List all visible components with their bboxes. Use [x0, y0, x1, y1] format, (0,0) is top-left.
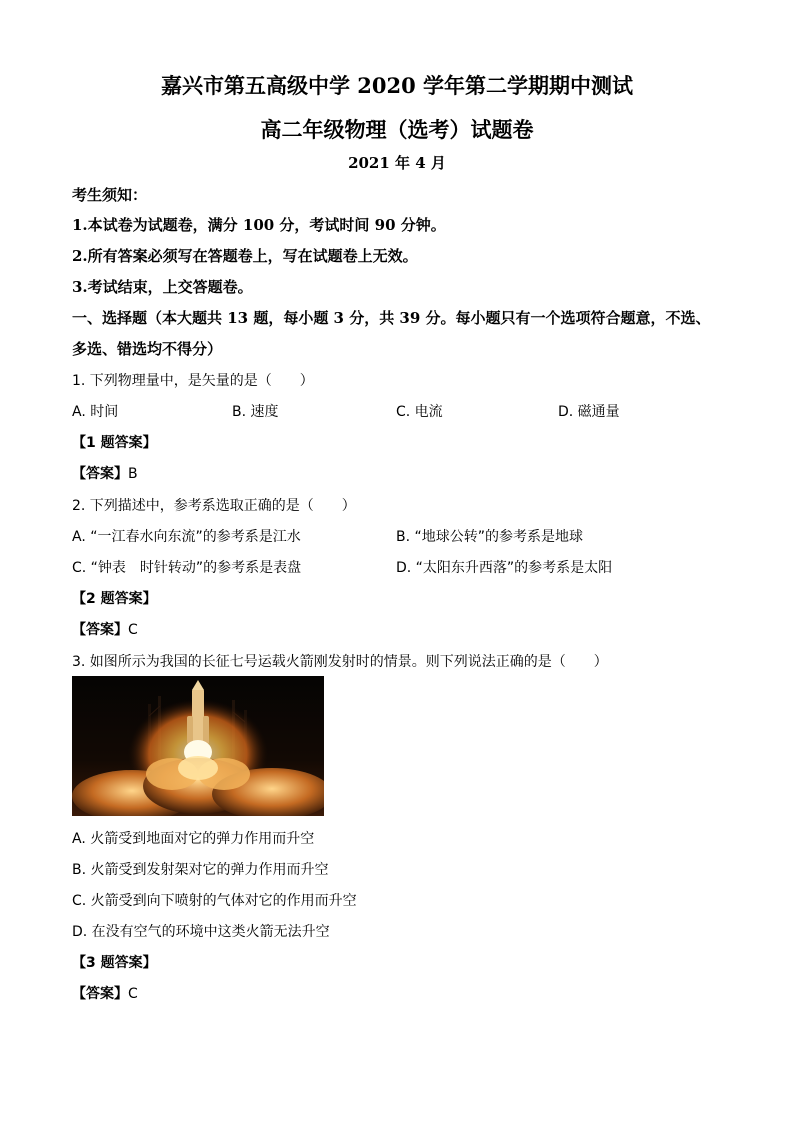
- answer-value: B: [128, 466, 138, 482]
- option-b: B. 速度: [232, 404, 279, 420]
- question-stem: 2. 下列描述中，参考系选取正确的是（ ）: [72, 498, 356, 514]
- notice-item: 3.考试结束，上交答题卷。: [72, 278, 253, 296]
- section-heading-continued: 多选、错选均不得分）: [72, 340, 223, 358]
- answer-line: [72, 463, 138, 483]
- option-b: B. “地球公转”的参考系是地球: [396, 529, 584, 545]
- rocket-launch-image: [72, 676, 324, 816]
- option-d: D. “太阳东升西落”的参考系是太阳: [396, 560, 613, 576]
- exam-subtitle: 高二年级物理（选考）试题卷: [260, 117, 534, 142]
- notice-item: 1.本试卷为试题卷，满分 100 分，考试时间 90 分钟。: [72, 216, 446, 234]
- exam-title: 嘉兴市第五高级中学 2020 学年第二学期期中测试: [160, 73, 634, 98]
- option-c: C. “钟表 时针转动”的参考系是表盘: [72, 560, 302, 576]
- option-b: B. 火箭受到发射架对它的弹力作用而升空: [72, 862, 329, 878]
- answer-heading: 【3 题答案】: [72, 955, 157, 971]
- question-stem: 3. 如图所示为我国的长征七号运载火箭刚发射时的情景。则下列说法正确的是（ ）: [72, 654, 608, 670]
- answer-value: C: [128, 986, 138, 1002]
- answer-line: [72, 983, 138, 1003]
- answer-heading: 【2 题答案】: [72, 591, 157, 607]
- notice-heading: 考生须知：: [72, 186, 148, 204]
- notice-item: 2.所有答案必须写在答题卷上，写在试题卷上无效。: [72, 247, 418, 265]
- answer-label: 【答案】: [72, 986, 128, 1002]
- option-a: A. 时间: [72, 404, 119, 420]
- option-d: D. 在没有空气的环境中这类火箭无法升空: [72, 924, 330, 940]
- option-c: C. 电流: [396, 404, 443, 420]
- option-c: C. 火箭受到向下喷射的气体对它的作用而升空: [72, 893, 357, 909]
- option-d: D. 磁通量: [558, 404, 620, 420]
- answer-value: C: [128, 622, 138, 638]
- option-a: A. “一江春水向东流”的参考系是江水: [72, 529, 301, 545]
- answer-label: 【答案】: [72, 466, 128, 482]
- question-stem: 1. 下列物理量中，是矢量的是（ ）: [72, 373, 314, 389]
- section-heading: 一、选择题（本大题共 13 题，每小题 3 分，共 39 分。每小题只有一个选项符合题意，不选、: [72, 309, 711, 327]
- answer-heading: 【1 题答案】: [72, 435, 157, 451]
- answer-label: 【答案】: [72, 622, 128, 638]
- option-a: A. 火箭受到地面对它的弹力作用而升空: [72, 831, 315, 847]
- exam-date: 2021 年 4 月: [348, 154, 446, 172]
- answer-line: [72, 619, 138, 639]
